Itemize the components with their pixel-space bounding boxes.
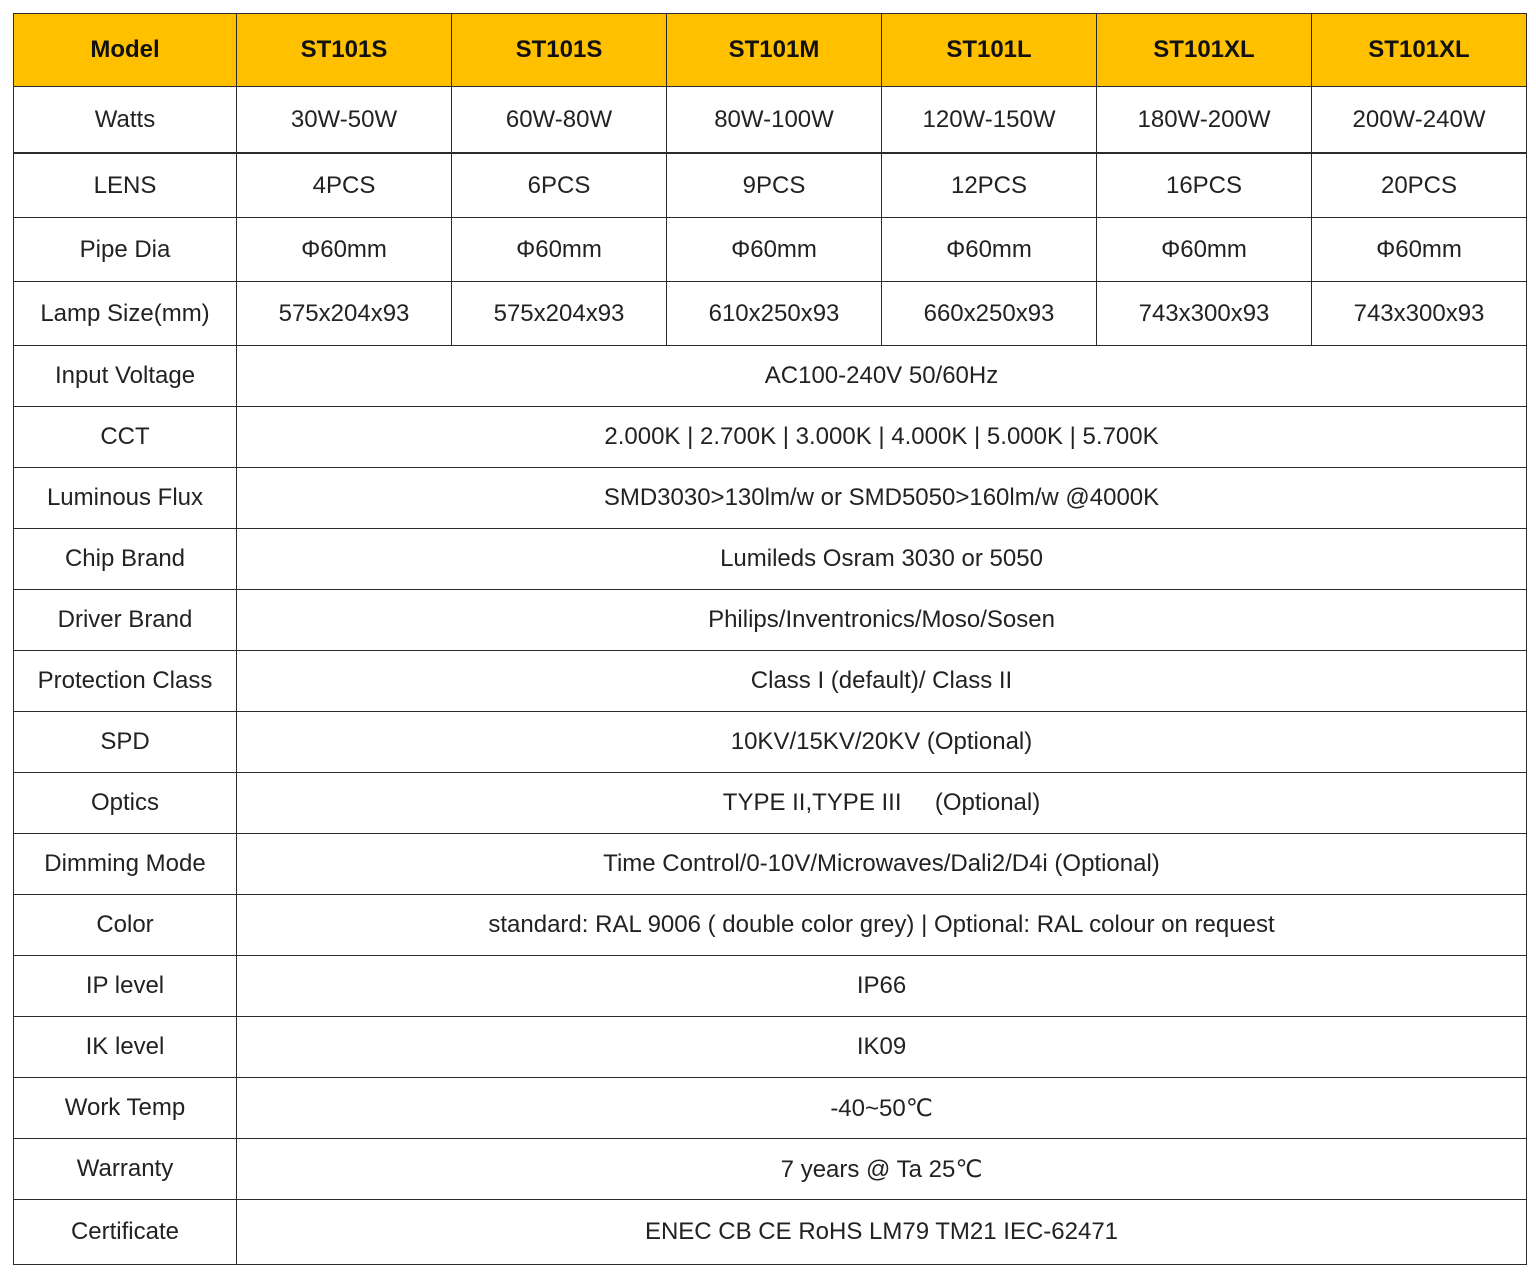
table-cell-merged: 2.000K | 2.700K | 3.000K | 4.000K | 5.000K | 5.700K bbox=[237, 407, 1527, 468]
header-model-name: ST101XL bbox=[1312, 14, 1527, 87]
table-cell: 610x250x93 bbox=[667, 282, 882, 346]
table-cell: Φ60mm bbox=[1097, 218, 1312, 282]
table-row-pipe-dia bbox=[14, 218, 1527, 282]
table-cell: 6PCS bbox=[452, 153, 667, 218]
table-row-watts bbox=[14, 87, 1527, 154]
table-cell: 180W-200W bbox=[1097, 87, 1312, 154]
table-row-cct bbox=[14, 407, 1527, 468]
header-model-name: ST101L bbox=[882, 14, 1097, 87]
table-row-spd bbox=[14, 712, 1527, 773]
row-label: Lamp Size(mm) bbox=[14, 282, 237, 346]
row-label: Work Temp bbox=[14, 1078, 237, 1139]
table-row-certificate bbox=[14, 1200, 1527, 1265]
header-model-name: ST101S bbox=[452, 14, 667, 87]
table-row-chip-brand bbox=[14, 529, 1527, 590]
table-cell-merged: Lumileds Osram 3030 or 5050 bbox=[237, 529, 1527, 590]
table-cell-merged: Time Control/0-10V/Microwaves/Dali2/D4i (Optional) bbox=[237, 834, 1527, 895]
row-label: Warranty bbox=[14, 1139, 237, 1200]
table-cell-merged: IP66 bbox=[237, 956, 1527, 1017]
table-cell: Φ60mm bbox=[882, 218, 1097, 282]
row-label: Pipe Dia bbox=[14, 218, 237, 282]
table-row-driver-brand bbox=[14, 590, 1527, 651]
row-label: LENS bbox=[14, 153, 237, 218]
table-cell: 200W-240W bbox=[1312, 87, 1527, 154]
table-row-warranty bbox=[14, 1139, 1527, 1200]
table-row-lens bbox=[14, 153, 1527, 218]
row-label: SPD bbox=[14, 712, 237, 773]
row-label: Color bbox=[14, 895, 237, 956]
header-model-label: Model bbox=[14, 14, 237, 87]
row-label: CCT bbox=[14, 407, 237, 468]
table-cell: 20PCS bbox=[1312, 153, 1527, 218]
header-model-name: ST101S bbox=[237, 14, 452, 87]
table-row-ik-level bbox=[14, 1017, 1527, 1078]
table-cell-merged: Philips/Inventronics/Moso/Sosen bbox=[237, 590, 1527, 651]
header-model-name: ST101M bbox=[667, 14, 882, 87]
table-cell: 16PCS bbox=[1097, 153, 1312, 218]
table-cell: 575x204x93 bbox=[237, 282, 452, 346]
row-label: Dimming Mode bbox=[14, 834, 237, 895]
table-row-color bbox=[14, 895, 1527, 956]
table-cell: Φ60mm bbox=[667, 218, 882, 282]
table-cell-merged: -40~50℃ bbox=[237, 1078, 1527, 1139]
table-cell: 60W-80W bbox=[452, 87, 667, 154]
spec-table bbox=[13, 13, 1527, 1265]
table-cell: 80W-100W bbox=[667, 87, 882, 154]
table-cell-merged: Class I (default)/ Class II bbox=[237, 651, 1527, 712]
table-row-input-voltage bbox=[14, 346, 1527, 407]
header-row bbox=[14, 14, 1527, 87]
row-label: Optics bbox=[14, 773, 237, 834]
row-label: Driver Brand bbox=[14, 590, 237, 651]
table-cell-merged: 7 years @ Ta 25℃ bbox=[237, 1139, 1527, 1200]
table-row-dimming-mode bbox=[14, 834, 1527, 895]
table-cell-merged: ENEC CB CE RoHS LM79 TM21 IEC-62471 bbox=[237, 1200, 1527, 1265]
table-cell-merged: SMD3030>130lm/w or SMD5050>160lm/w @4000K bbox=[237, 468, 1527, 529]
table-cell-merged: standard: RAL 9006 ( double color grey) | Optional: RAL colour on request bbox=[237, 895, 1527, 956]
row-label: Chip Brand bbox=[14, 529, 237, 590]
header-model-name: ST101XL bbox=[1097, 14, 1312, 87]
table-row-work-temp bbox=[14, 1078, 1527, 1139]
table-row-luminous-flux bbox=[14, 468, 1527, 529]
table-cell: 575x204x93 bbox=[452, 282, 667, 346]
table-cell-merged: TYPE II,TYPE III (Optional) bbox=[237, 773, 1527, 834]
table-row-protection-class bbox=[14, 651, 1527, 712]
row-label: IK level bbox=[14, 1017, 237, 1078]
table-cell: 9PCS bbox=[667, 153, 882, 218]
row-label: Luminous Flux bbox=[14, 468, 237, 529]
table-cell: Φ60mm bbox=[452, 218, 667, 282]
table-cell-merged: IK09 bbox=[237, 1017, 1527, 1078]
table-cell: 743x300x93 bbox=[1097, 282, 1312, 346]
table-cell: 30W-50W bbox=[237, 87, 452, 154]
table-cell: 4PCS bbox=[237, 153, 452, 218]
table-cell: 743x300x93 bbox=[1312, 282, 1527, 346]
row-label: Certificate bbox=[14, 1200, 237, 1265]
table-cell: Φ60mm bbox=[237, 218, 452, 282]
table-cell: 120W-150W bbox=[882, 87, 1097, 154]
table-row-lamp-size bbox=[14, 282, 1527, 346]
table-row-optics bbox=[14, 773, 1527, 834]
table-row-ip-level bbox=[14, 956, 1527, 1017]
row-label: Watts bbox=[14, 87, 237, 154]
row-label: Input Voltage bbox=[14, 346, 237, 407]
table-cell: Φ60mm bbox=[1312, 218, 1527, 282]
table-cell: 12PCS bbox=[882, 153, 1097, 218]
row-label: Protection Class bbox=[14, 651, 237, 712]
table-cell: 660x250x93 bbox=[882, 282, 1097, 346]
table-cell-merged: AC100-240V 50/60Hz bbox=[237, 346, 1527, 407]
table-cell-merged: 10KV/15KV/20KV (Optional) bbox=[237, 712, 1527, 773]
row-label: IP level bbox=[14, 956, 237, 1017]
